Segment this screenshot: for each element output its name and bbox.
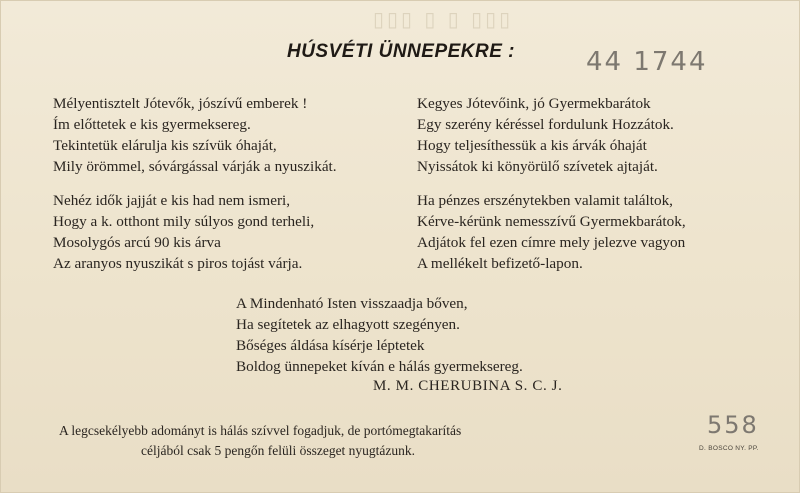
poem-line: Egy szerény kéréssel fordulunk Hozzátok.: [417, 116, 674, 133]
poem-line: Mosolygós arcú 90 kis árva: [53, 234, 221, 251]
page-title: HÚSVÉTI ÜNNEPEKRE :: [286, 41, 516, 62]
left-stanza-1: [53, 93, 337, 177]
poem-line: A mellékelt befizető-lapon.: [417, 255, 583, 272]
right-poem-column: [417, 93, 686, 287]
footer-line-1: A legcsekélyebb adományt is hálás szívvel fogadjuk, de portómegtakarítás: [59, 423, 462, 438]
poem-line: Nyissátok ki könyörülő szívetek ajtaját.: [417, 158, 658, 175]
poem-line: Kegyes Jótevőink, jó Gyermekbarátok: [417, 95, 651, 112]
poem-line: A Mindenható Isten visszaadja bőven,: [236, 295, 468, 312]
poem-line: Bőséges áldása kísérje léptetek: [236, 337, 425, 354]
poem-line: Boldog ünnepeket kíván e hálás gyermeksereg.: [236, 358, 523, 375]
pencil-annotation-bottom: 558: [707, 411, 759, 439]
poem-line: Hogy teljesíthessük a kis árvák óhaját: [417, 137, 647, 154]
poem-line: Az aranyos nyuszikát s piros tojást várja.: [53, 255, 303, 272]
footer-line-2: céljából csak 5 pengőn felüli összeget nyugtázunk.: [141, 443, 416, 458]
poem-line: Adjátok fel ezen címre mely jelezve vagyon: [417, 234, 686, 251]
right-stanza-2: [417, 190, 686, 274]
poem-line: Hogy a k. otthont mily súlyos gond terheli,: [53, 213, 315, 230]
poem-line: Kérve-kérünk nemesszívű Gyermekbarátok,: [417, 213, 686, 230]
left-stanza-2: [53, 190, 337, 274]
faint-pencil-marks: ▯▯▯ ▯ ▯ ▯▯▯: [373, 7, 514, 31]
pencil-annotation-top: 44 1744: [586, 47, 708, 77]
poem-line: Nehéz idők jajját e kis had nem ismeri,: [53, 192, 291, 209]
poem-line: Ha pénzes erszénytekben valamit találtok,: [417, 192, 673, 209]
closing-stanza: [236, 293, 523, 377]
signature: M. M. CHERUBINA S. C. J.: [373, 378, 563, 394]
left-poem-column: [53, 93, 337, 287]
poem-line: Ha segítetek az elhagyott szegényen.: [236, 316, 460, 333]
poem-line: Ím előttetek e kis gyermeksereg.: [53, 116, 251, 133]
poem-line: Tekintetük elárulja kis szívük óhaját,: [53, 137, 277, 154]
poem-line: Mily örömmel, sóvárgással várják a nyuszikát.: [53, 158, 337, 175]
right-stanza-1: [417, 93, 686, 177]
printer-mark: D. BOSCO NY. PP.: [699, 445, 759, 452]
poem-line: Mélyentisztelt Jótevők, jószívű emberek !: [53, 95, 308, 112]
